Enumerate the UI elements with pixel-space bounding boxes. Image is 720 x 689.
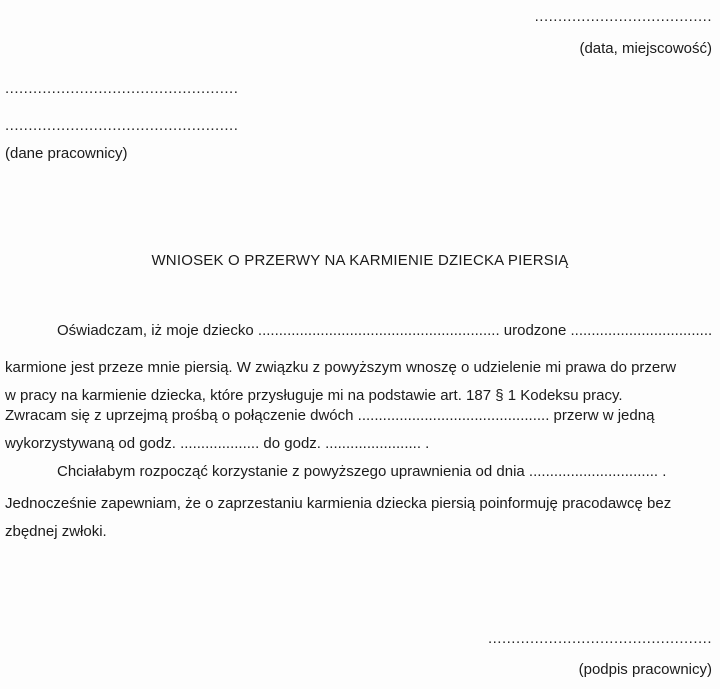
employee-data-blank-line-2: .................................................. xyxy=(5,117,239,134)
body-line-3: w pracy na karmienie dziecka, które przysługuje mi na podstawie art. 187 § 1 Kodeksu pracy. xyxy=(5,387,623,404)
date-place-caption: (data, miejscowość) xyxy=(579,40,712,57)
body-line-start-date: Chciałabym rozpocząć korzystanie z powyższego uprawnienia od dnia ............................... . xyxy=(57,463,667,480)
body-line-5: wykorzystywaną od godz. ................... do godz. ....................... . xyxy=(5,435,430,452)
body-line-2: karmione jest przeze mnie piersią. W związku z powyższym wnoszę o udzielenie mi prawa do przerw xyxy=(5,359,677,376)
date-place-blank-line: ...................................... xyxy=(534,8,712,25)
employee-data-caption: (dane pracownicy) xyxy=(5,145,128,162)
body-line-declaration: Oświadczam, iż moje dziecko .......................................................... urodzone .................................. xyxy=(57,322,713,339)
signature-blank-line: ................................................ xyxy=(487,630,712,647)
body-line-assurance-2: zbędnej zwłoki. xyxy=(5,523,107,540)
employee-data-blank-line-1: .................................................. xyxy=(5,80,239,97)
signature-caption: (podpis pracownicy) xyxy=(578,661,712,678)
body-line-assurance-1: Jednocześnie zapewniam, że o zaprzestaniu karmienia dziecka piersią poinformuję pracodawcę bez xyxy=(5,495,672,512)
document-title: WNIOSEK O PRZERWY NA KARMIENIE DZIECKA PIERSIĄ xyxy=(151,252,569,269)
body-line-4: Zwracam się z uprzejmą prośbą o połączenie dwóch .............................................. przerw w jedną xyxy=(5,407,655,424)
